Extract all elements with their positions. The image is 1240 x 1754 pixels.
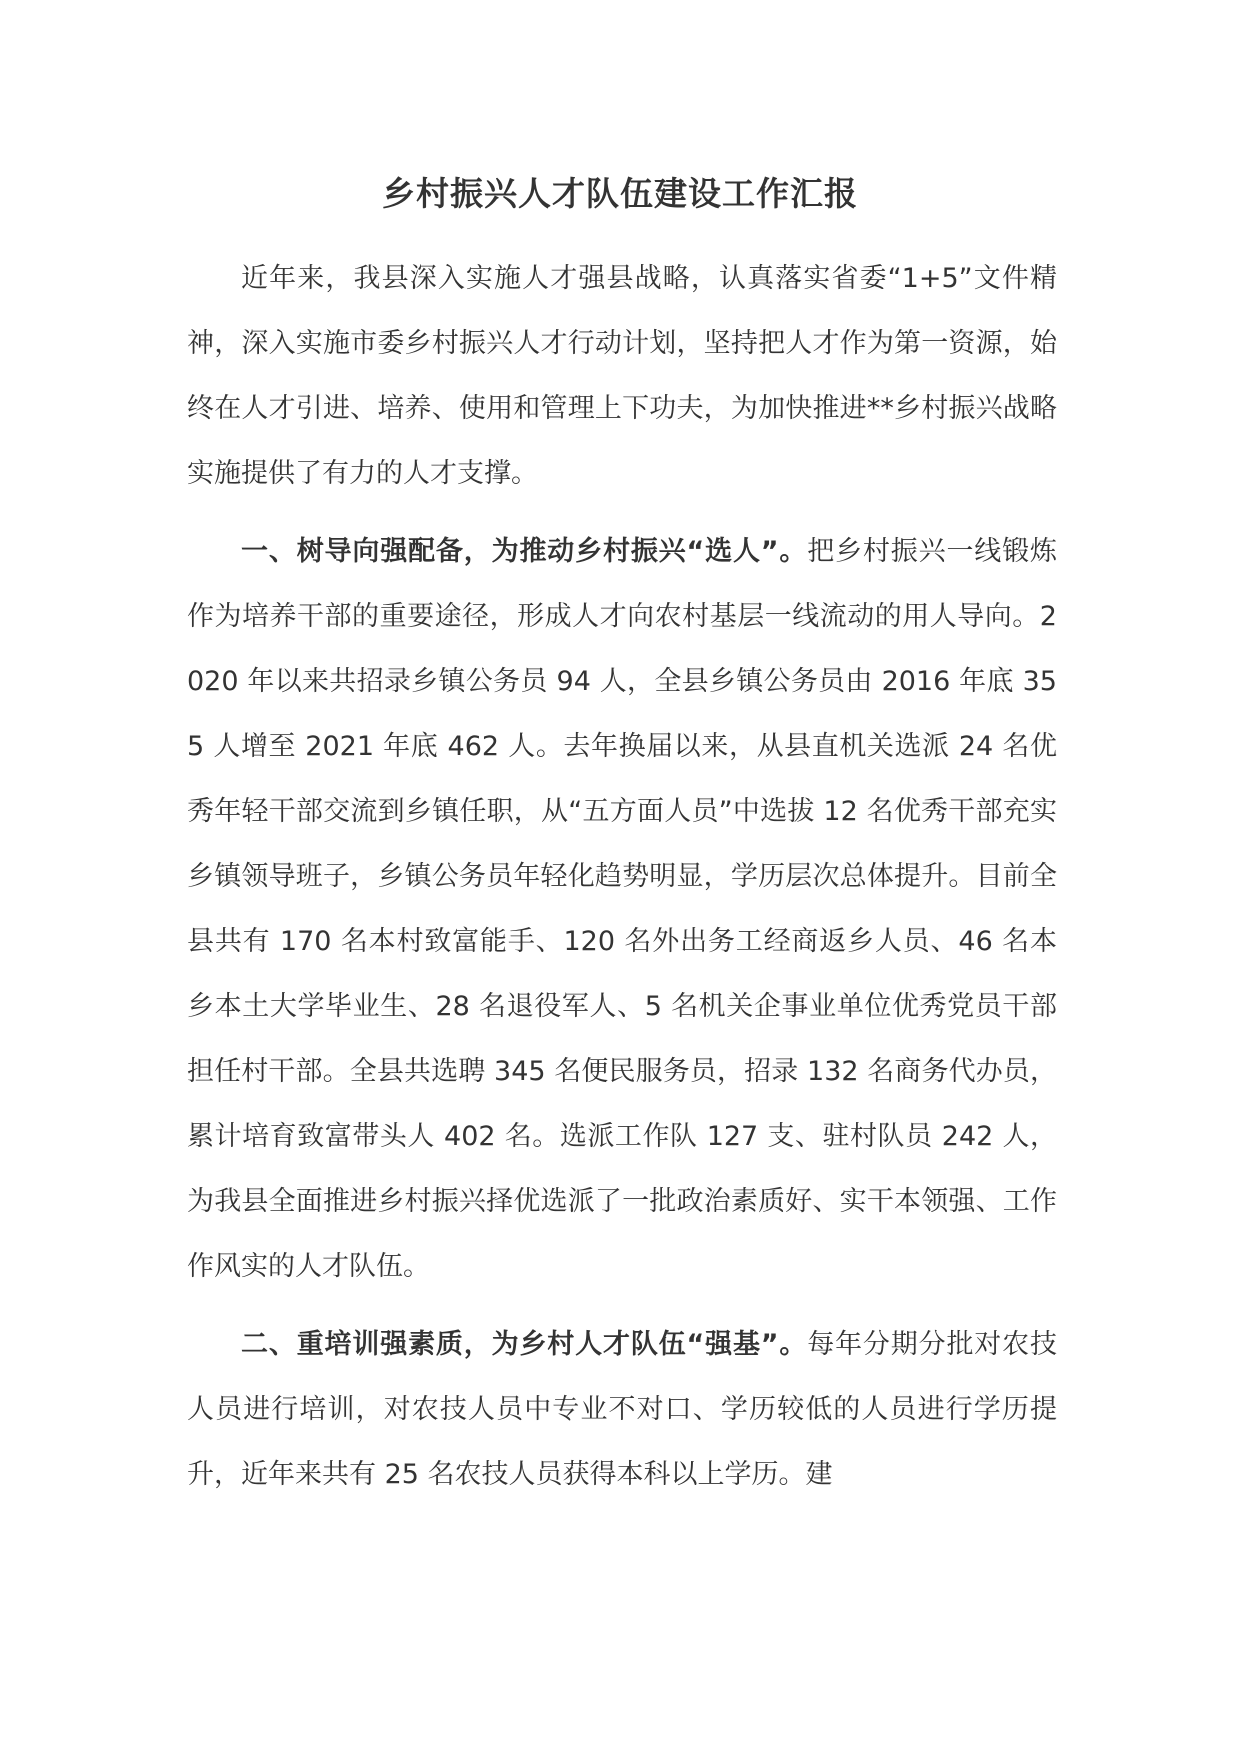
section-one-paragraph <box>187 519 1057 1299</box>
section-one-heading: 一、树导向强配备，为推动乡村振兴“选人”。 <box>241 536 808 567</box>
intro-paragraph <box>187 246 1057 506</box>
section-two-paragraph <box>187 1312 1057 1507</box>
document-title: 乡村振兴人才队伍建设工作汇报 <box>382 174 858 213</box>
section-two-heading: 二、重培训强素质，为乡村人才队伍“强基”。 <box>241 1329 808 1360</box>
section-two-text: 每年分期分批对农技人员进行培训，对农技人员中专业不对口、学历较低的人员进行学历提升，近年来共有 25 名农技人员获得本科以上学历。建 <box>187 1329 1057 1490</box>
document-body <box>187 246 1057 1507</box>
section-one-text: 把乡村振兴一线锻炼作为培养干部的重要途径，形成人才向农村基层一线流动的用人导向。2020 年以来共招录乡镇公务员 94 人，全县乡镇公务员由 2016 年底 355 人增至 2021 年底 462 人。去年换届以来，从县直机关选派 24 名优秀年轻干部交流到乡镇任职，从“五方面人员”中选拔 12 名优秀干部充实乡镇领导班子，乡镇公务员年轻化趋势明显，学历层次总体提升。目前全县共有 170 名本村致富能手、120 名外出务工经商返乡人员、46 名本乡本土大学毕业生、28 名退役军人、5 名机关企事业单位优秀党员干部担任村干部。全县共选聘 345 名便民服务员，招录 132 名商务代办员，累计培育致富带头人 402 名。选派工作队 127 支、驻村队员 242 人，为我县全面推进乡村振兴择优选派了一批政治素质好、实干本领强、工作作风实的人才队伍。 <box>187 536 1057 1282</box>
paragraph-text: 近年来，我县深入实施人才强县战略，认真落实省委“1+5”文件精神，深入实施市委乡村振兴人才行动计划，坚持把人才作为第一资源，始终在人才引进、培养、使用和管理上下功夫，为加快推进**乡村振兴战略实施提供了有力的人才支撑。 <box>187 263 1057 489</box>
